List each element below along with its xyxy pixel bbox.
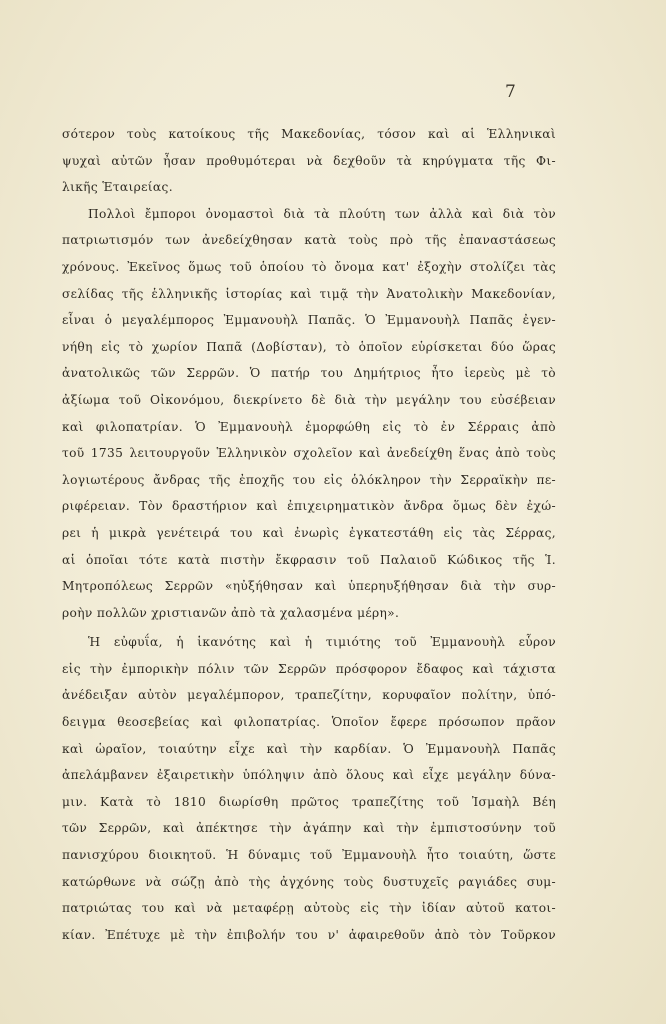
text-line: εἶναι ὁ μεγαλέμπορος Ἐμμανουὴλ Παπᾶς. Ὁ Ἐμμανουὴλ Παπᾶς ἐγεν- <box>62 313 556 328</box>
text-line: ἀνέδειξαν αὐτὸν μεγαλέμπορον, τραπεζίτην, κορυφαῖον πολίτην, ὑπό- <box>62 688 556 703</box>
text-line: λογιωτέρους ἄνδρας τῆς ἐποχῆς του εἰς ὁλόκληρον τὴν Σερραϊκὴν πε- <box>62 472 556 487</box>
text-line: Μητροπόλεως Σερρῶν «ηὐξήθησαν καὶ ὑπερηυξήθησαν διὰ τὴν συρ- <box>62 579 556 594</box>
paragraph-3 <box>62 629 556 948</box>
page-number: 7 <box>505 82 516 102</box>
text-line: καὶ φιλοπατρίαν. Ὁ Ἐμμανουὴλ ἐμορφώθη εἰς τὸ ἐν Σέρραις ἀπὸ <box>62 419 556 434</box>
text-line: ρει ἡ μικρὰ γενέτειρά του καὶ ἐνωρὶς ἐγκατεστάθη εἰς τὰς Σέρρας, <box>62 525 556 540</box>
text-line: ἀνατολικῶς τῶν Σερρῶν. Ὁ πατήρ του Δημήτριος ἦτο ἱερεὺς μὲ τὸ <box>62 366 556 381</box>
text-line: ριφέρειαν. Τὸν δραστήριον καὶ ἐπιχειρηματικὸν ἄνδρα ὅμως δὲν ἐχώ- <box>62 499 556 514</box>
text-line: κατώρθωνε νὰ σώζῃ ἀπὸ τὴς ἀγχόνης τοὺς δυστυχεῖς ραγιάδες συμ- <box>62 874 556 889</box>
text-line: σελίδας τῆς ἑλληνικῆς ἱστορίας καὶ τιμᾷ τὴν Ἀνατολικὴν Μακεδονίαν, <box>62 286 556 301</box>
text-line: πανισχύρου διοικητοῦ. Ἡ δύναμις τοῦ Ἐμμανουὴλ ἦτο τοιαύτη, ὥστε <box>62 848 556 863</box>
text-line: τοῦ 1735 λειτουργοῦν Ἑλληνικὸν σχολεῖον καὶ ἀνεδείχθη ἕνας ἀπὸ τοὺς <box>62 446 556 461</box>
text-line: πατριωτισμόν των ἀνεδείχθησαν κατὰ τοὺς πρὸ τῆς ἐπαναστάσεως <box>62 233 556 248</box>
text-line: σότερον τοὺς κατοίκους τῆς Μακεδονίας, τόσον καὶ αἱ Ἑλληνικαὶ <box>62 127 556 141</box>
page-text <box>62 121 556 948</box>
text-line: ροὴν πολλῶν χριστιανῶν ἀπὸ τὰ χαλασμένα μέρη». <box>62 605 400 620</box>
text-line: νήθη εἰς τὸ χωρίον Παπᾶ (Δοβίσταν), τὸ ὁποῖον εὑρίσκεται δύο ὥρας <box>62 339 556 354</box>
text-line: ἀξίωμα τοῦ Οἰκονόμου, διεκρίνετο δὲ διὰ τὴν μεγάλην του εὐσέβειαν <box>62 392 556 407</box>
text-line: χρόνους. Ἐκεῖνος ὅμως τοῦ ὁποίου τὸ ὄνομα κατ' ἐξοχὴν στολίζει τὰς <box>62 259 556 274</box>
text-line: πατριώτας του καὶ νὰ μεταφέρῃ αὐτοὺς εἰς τὴν ἰδίαν αὐτοῦ κατοι- <box>62 901 556 916</box>
text-line: ψυχαὶ αὐτῶν ἦσαν προθυμότεραι νὰ δεχθοῦν τὰ κηρύγματα τῆς Φι- <box>62 153 556 168</box>
text-line: Πολλοὶ ἔμποροι ὀνομαστοὶ διὰ τὰ πλούτη των ἀλλὰ καὶ διὰ τὸν <box>88 206 556 221</box>
text-line: τῶν Σερρῶν, καὶ ἀπέκτησε τὴν ἀγάπην καὶ τὴν ἐμπιστοσύνην τοῦ <box>62 821 556 836</box>
paragraph-2 <box>62 201 556 627</box>
paragraph-1 <box>62 121 556 201</box>
text-line: καὶ ὡραῖον, τοιαύτην εἶχε καὶ τὴν καρδίαν. Ὁ Ἐμμανουὴλ Παπᾶς <box>62 741 556 756</box>
text-line: μιν. Κατὰ τὸ 1810 διωρίσθη πρῶτος τραπεζίτης τοῦ Ἰσμαὴλ Βέη <box>62 794 556 809</box>
text-line: αἱ ὁποῖαι τότε κατὰ πιστὴν ἔκφρασιν τοῦ Παλαιοῦ Κώδικος τῆς Ἱ. <box>62 552 556 567</box>
text-line: κίαν. Ἐπέτυχε μὲ τὴν ἐπιβολήν του ν' ἀφαιρεθοῦν ἀπὸ τὸν Τοῦρκον <box>62 927 556 942</box>
text-line: εἰς τὴν ἐμπορικὴν πόλιν τῶν Σερρῶν πρόσφορον ἔδαφος καὶ τάχιστα <box>62 661 556 676</box>
text-line: ἀπελάμβανεν ἐξαιρετικὴν ὑπόληψιν ἀπὸ ὅλους καὶ εἶχε μεγάλην δύνα- <box>62 768 556 783</box>
text-line: δειγμα θεοσεβείας καὶ φιλοπατρίας. Ὁποῖον ἔφερε πρόσωπον πρᾶον <box>62 715 556 730</box>
text-line: λικῆς Ἑταιρείας. <box>62 180 173 195</box>
text-line: Ἡ εὐφυΐα, ἡ ἱκανότης καὶ ἡ τιμιότης τοῦ Ἐμμανουὴλ εὗρον <box>88 635 556 650</box>
